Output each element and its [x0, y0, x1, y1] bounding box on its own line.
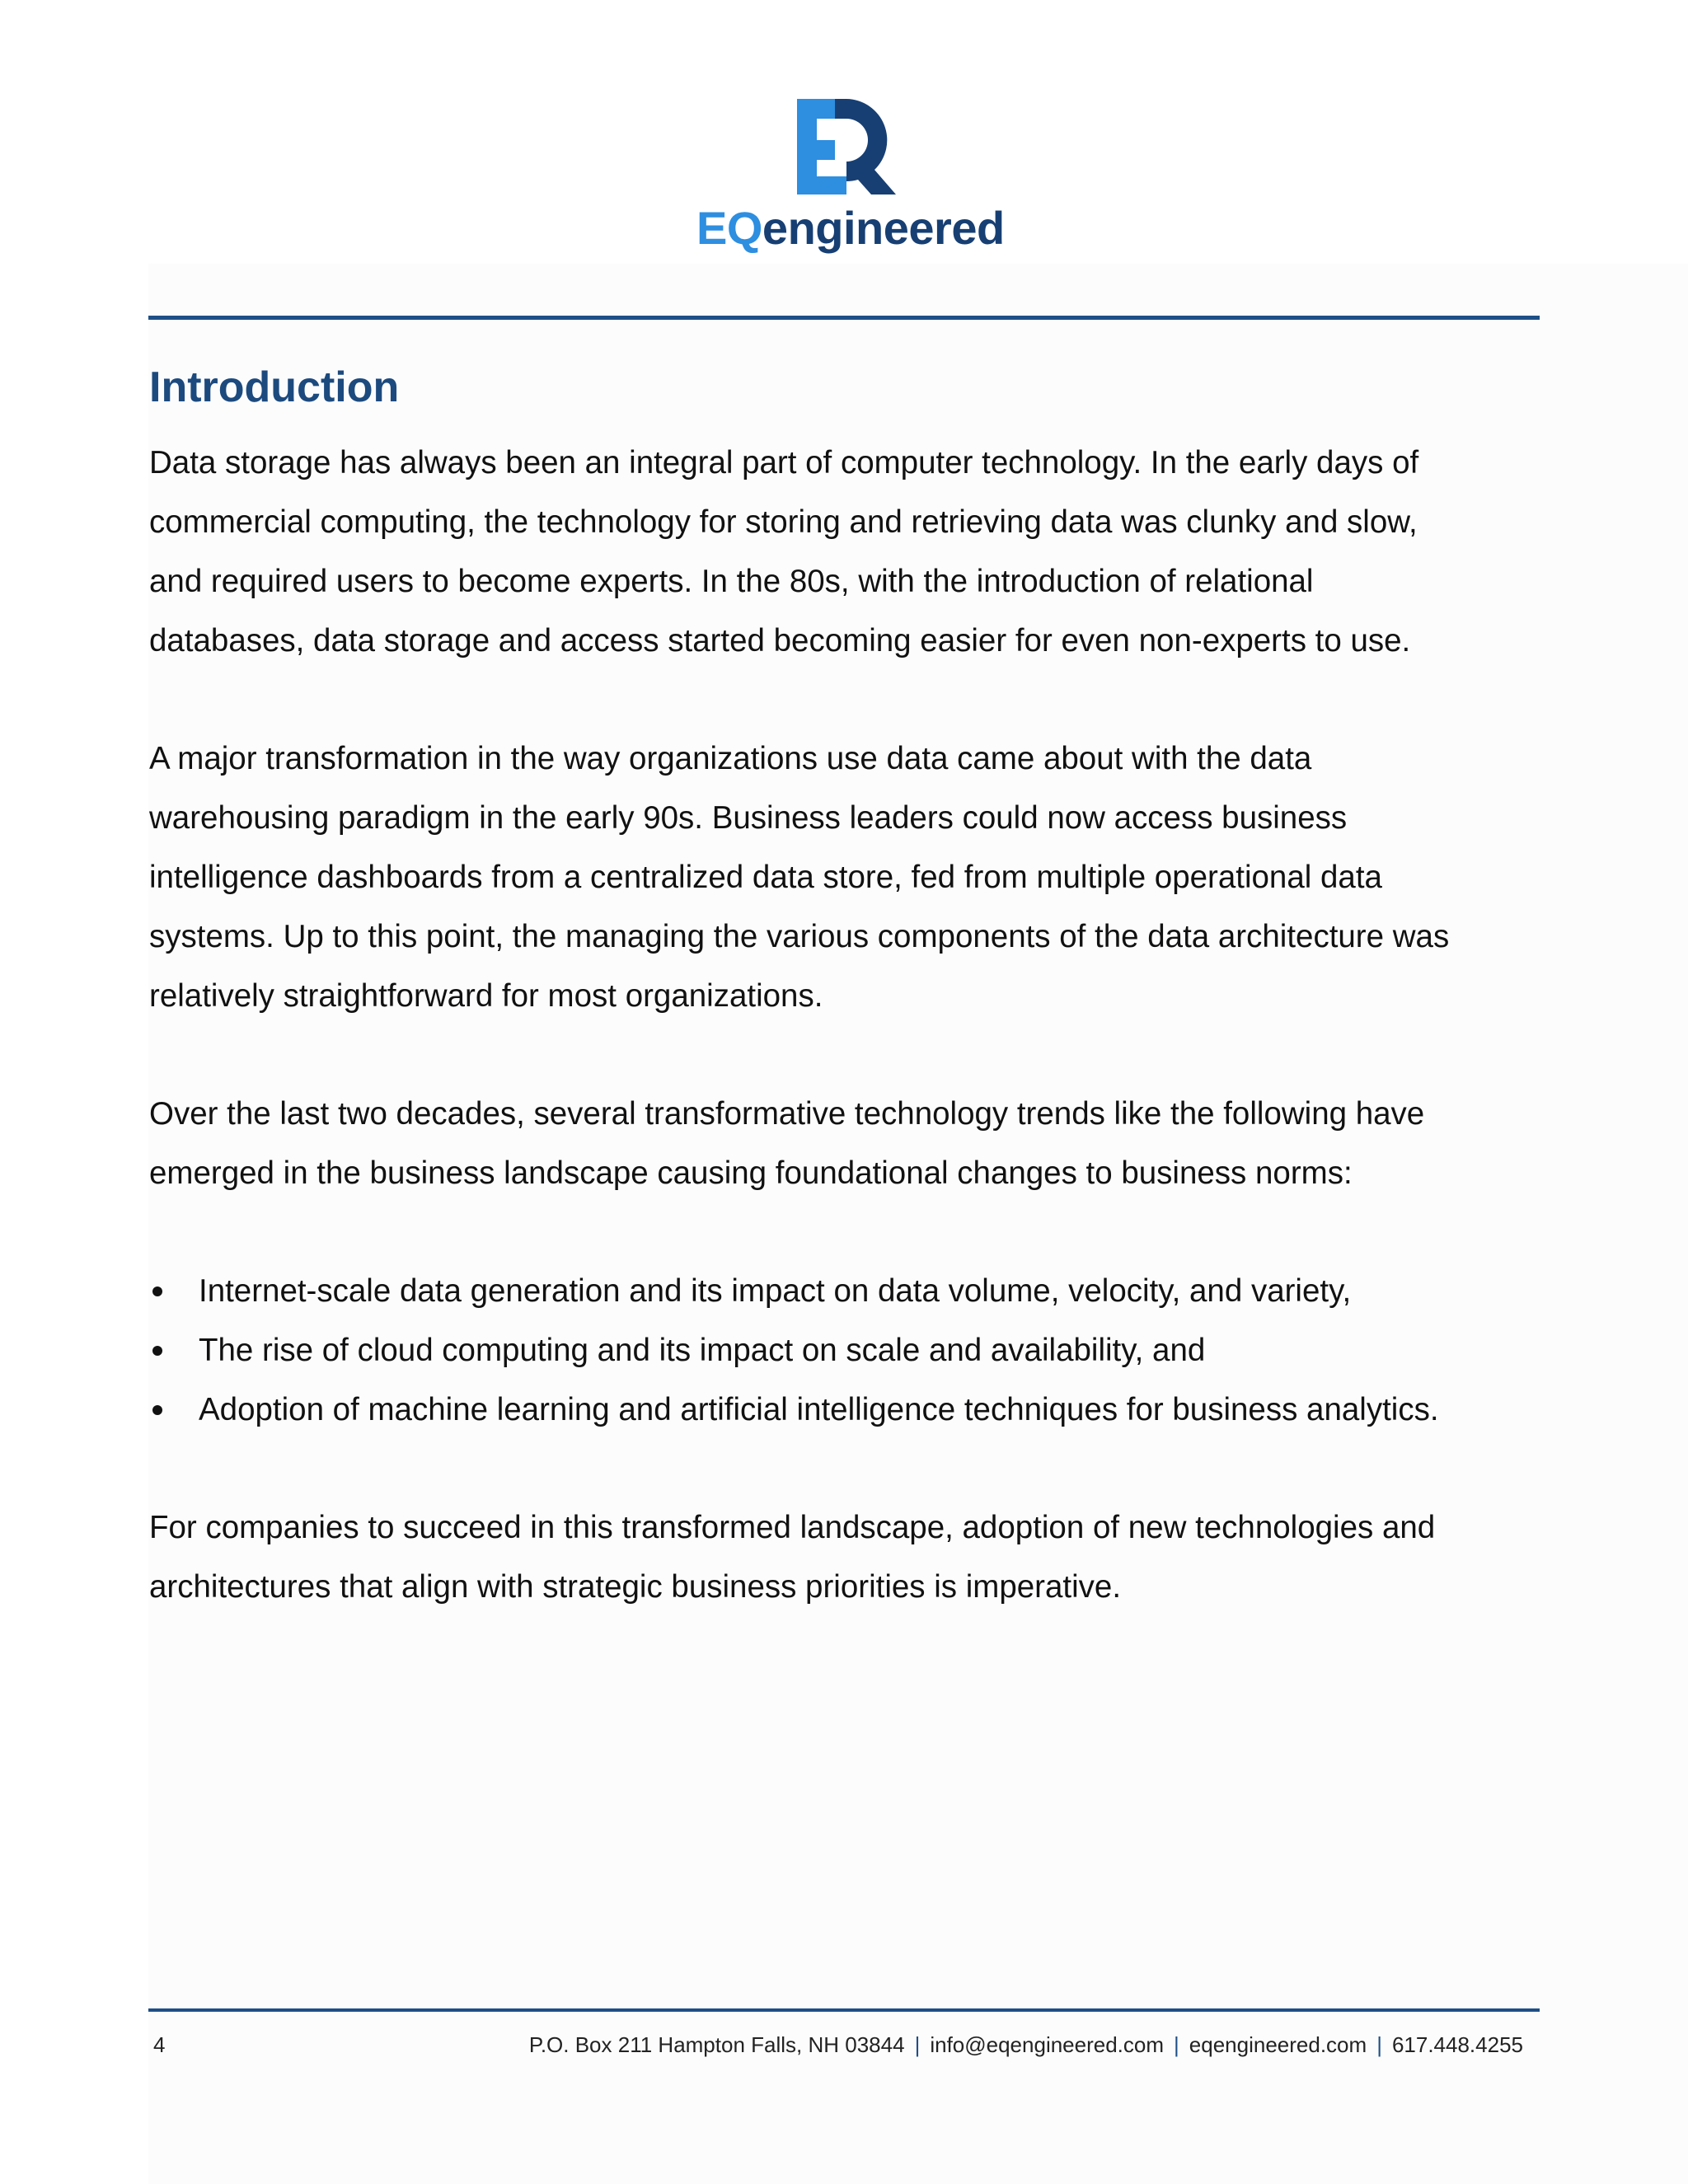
paragraph-line: relatively straightforward for most organizations. [149, 978, 823, 1014]
paragraph-2 [149, 729, 1567, 1026]
list-item [149, 1262, 1567, 1321]
header-divider [148, 316, 1540, 320]
paragraph-line: systems. Up to this point, the managing the various components of the data architecture was [149, 919, 1450, 954]
paragraph-line: Over the last two decades, several transformative technology trends like the following have [149, 1096, 1425, 1132]
list-item [149, 1380, 1567, 1440]
footer-separator: | [914, 2032, 921, 2057]
paragraph-1 [149, 434, 1567, 671]
page-number: 4 [153, 2032, 166, 2057]
bullet-icon [152, 1405, 162, 1415]
paragraph-line: Data storage has always been an integral part of computer technology. In the early days of [149, 445, 1419, 480]
paragraph-4 [149, 1498, 1567, 1617]
paragraph-3 [149, 1085, 1567, 1203]
list-item-text: Internet-scale data generation and its impact on data volume, velocity, and variety, [199, 1273, 1352, 1309]
logo-text-eq: EQ [696, 202, 762, 254]
list-item [149, 1321, 1567, 1380]
bullet-list [149, 1262, 1567, 1440]
footer-contact-info [529, 2032, 1523, 2058]
footer-address: P.O. Box 211 Hampton Falls, NH 03844 [528, 2032, 905, 2057]
list-item-text: Adoption of machine learning and artificial intelligence techniques for business analytics. [199, 1392, 1439, 1427]
list-item-text: The rise of cloud computing and its impact on scale and availability, and [199, 1333, 1206, 1368]
footer-separator: | [1174, 2032, 1179, 2057]
section-heading: Introduction [149, 363, 400, 411]
main-content [149, 354, 1567, 1617]
footer-phone: 617.448.4255 [1391, 2032, 1523, 2057]
paragraph-line: databases, data storage and access started becoming easier for even non-experts to use. [149, 623, 1411, 658]
paragraph-line: commercial computing, the technology for storing and retrieving data was clunky and slow, [149, 504, 1418, 540]
paragraph-line: For companies to succeed in this transformed landscape, adoption of new technologies and [149, 1510, 1436, 1545]
eq-logo [696, 97, 1005, 262]
footer-separator: | [1376, 2032, 1382, 2057]
paragraph-line: warehousing paradigm in the early 90s. Business leaders could now access business [149, 800, 1348, 836]
bullet-icon [152, 1346, 162, 1356]
paragraph-line: intelligence dashboards from a centralized data store, fed from multiple operational data [149, 860, 1382, 895]
footer-email-link[interactable]: info@eqengineered.com [930, 2032, 1165, 2057]
paragraph-line: and required users to become experts. In the 80s, with the introduction of relational [149, 564, 1314, 599]
bullet-icon [152, 1286, 162, 1296]
footer-website-link[interactable]: eqengineered.com [1189, 2032, 1367, 2057]
eq-logo-wordmark [696, 201, 1005, 255]
logo-text-engineered: engineered [762, 202, 1005, 254]
footer-divider [148, 2008, 1540, 2012]
eq-logo-mark-icon [795, 97, 903, 196]
paragraph-line: architectures that align with strategic business priorities is imperative. [149, 1569, 1122, 1605]
paragraph-line: A major transformation in the way organizations use data came about with the data [149, 741, 1312, 776]
paragraph-line: emerged in the business landscape causing foundational changes to business norms: [149, 1155, 1353, 1191]
page-footer [148, 2027, 1540, 2069]
